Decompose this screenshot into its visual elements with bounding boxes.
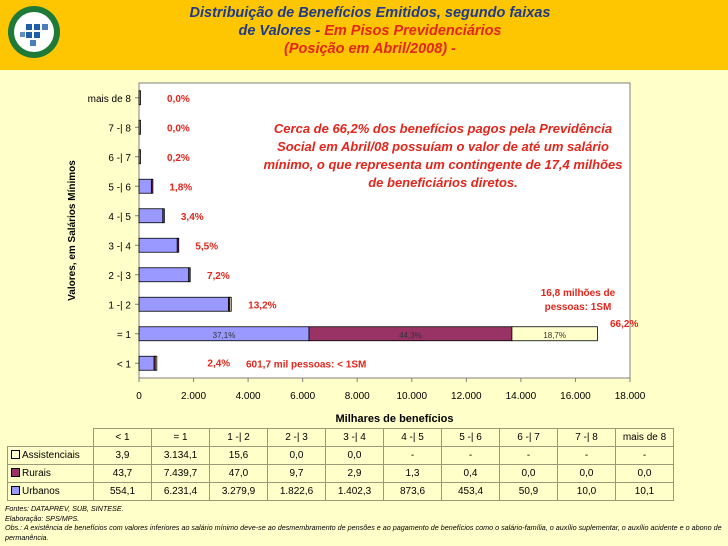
table-row-label bbox=[8, 483, 94, 501]
table-header-cell: mais de 8 bbox=[616, 429, 674, 447]
table-cell: - bbox=[616, 447, 674, 465]
bar-urbanos bbox=[139, 91, 141, 105]
table-cell: 3.134,1 bbox=[152, 447, 210, 465]
bar-rurais bbox=[151, 179, 153, 193]
table-cell: 47,0 bbox=[210, 465, 268, 483]
bar-pct-label: 0,0% bbox=[167, 123, 190, 135]
x-tick-label: 0 bbox=[136, 391, 142, 402]
table-cell: 3.279,9 bbox=[210, 483, 268, 501]
table-row-label bbox=[8, 465, 94, 483]
legend-swatch bbox=[11, 468, 20, 477]
annotation-sm-line2: pessoas: 1SM bbox=[544, 301, 612, 313]
legend-swatch bbox=[11, 486, 20, 495]
table-cell: 10,0 bbox=[558, 483, 616, 501]
y-tick-label: 6 -| 7 bbox=[108, 152, 131, 164]
segment-label: 44,3% bbox=[399, 330, 422, 340]
bar-urbanos bbox=[139, 209, 163, 223]
x-tick-label: 4.000 bbox=[235, 391, 261, 402]
legend-swatch bbox=[11, 450, 20, 459]
segment-label: 37,1% bbox=[212, 330, 236, 340]
table-cell: 1.822,6 bbox=[268, 483, 326, 501]
table-cell: 0,0 bbox=[268, 447, 326, 465]
table-cell: 43,7 bbox=[94, 465, 152, 483]
table-header-cell: 5 -| 6 bbox=[442, 429, 500, 447]
table-cell: 2,9 bbox=[326, 465, 384, 483]
y-tick-label: 5 -| 6 bbox=[108, 182, 131, 194]
data-table bbox=[7, 428, 674, 501]
x-tick-label: 2.000 bbox=[181, 391, 207, 402]
x-axis-label: Milhares de benefícios bbox=[335, 413, 454, 425]
table-corner bbox=[8, 429, 94, 447]
bar-pct-label: 7,2% bbox=[206, 270, 230, 282]
bar-rurais bbox=[189, 268, 191, 282]
bar-pct-label: 2,4% bbox=[207, 358, 231, 370]
annotation-lt1: 601,7 mil pessoas: < 1SM bbox=[246, 359, 367, 371]
table-cell: 0,0 bbox=[326, 447, 384, 465]
table-cell: 15,6 bbox=[210, 447, 268, 465]
table-cell: 0,0 bbox=[500, 465, 558, 483]
x-tick-label: 6.000 bbox=[290, 391, 316, 402]
bar-pct-label: 1,8% bbox=[169, 182, 193, 194]
table-header-cell: = 1 bbox=[152, 429, 210, 447]
legend-label: Urbanos bbox=[22, 486, 60, 497]
bar-urbanos bbox=[139, 179, 151, 193]
callout-text: Cerca de 66,2% dos benefícios pagos pela Previdência Social em Abril/08 possuíam o valor de até um salário mínimo, o que representa um contingente de 17,4 milhões de beneficiários diretos. bbox=[263, 121, 623, 190]
legend-label: Assistenciais bbox=[22, 450, 80, 461]
title-line-3: (Posição em Abril/2008) - bbox=[284, 41, 456, 57]
segment-label: 18,7% bbox=[543, 330, 567, 340]
bar-pct-label: 5,5% bbox=[195, 241, 219, 253]
table-cell: 10,1 bbox=[616, 483, 674, 501]
table-header-cell: < 1 bbox=[94, 429, 152, 447]
bar-assistenciais bbox=[230, 297, 232, 311]
bar-urbanos bbox=[139, 150, 141, 164]
x-tick-label: 16.000 bbox=[560, 391, 591, 402]
table-cell: 9,7 bbox=[268, 465, 326, 483]
bar-pct-label: 0,0% bbox=[167, 93, 190, 105]
table-cell: 0,0 bbox=[558, 465, 616, 483]
table-row bbox=[8, 483, 674, 501]
bar-urbanos bbox=[139, 297, 228, 311]
y-tick-label: 7 -| 8 bbox=[108, 123, 131, 135]
bar-rurais bbox=[177, 238, 179, 252]
footer-observation: Obs.: A existência de benefícios com valores inferiores ao salário mínimo deve-se ao desmembramento de pensões e ao pagamento de benefícios como o salário-família, o auxílio suplementar, o auxílio acidente e o abono de permanência. bbox=[5, 523, 722, 542]
table-header-cell: 1 -| 2 bbox=[210, 429, 268, 447]
table-header-cell: 6 -| 7 bbox=[500, 429, 558, 447]
bar-rurais bbox=[163, 209, 165, 223]
y-tick-label: = 1 bbox=[116, 329, 131, 341]
table-cell: 0,0 bbox=[616, 465, 674, 483]
table-row-label bbox=[8, 447, 94, 465]
table-cell: 1,3 bbox=[384, 465, 442, 483]
y-tick-label: < 1 bbox=[116, 359, 131, 371]
footer-elaboration: Elaboração: SPS/MPS. bbox=[5, 513, 80, 523]
x-tick-label: 18.000 bbox=[614, 391, 646, 402]
table-cell: 453,4 bbox=[442, 483, 500, 501]
table-cell: - bbox=[500, 447, 558, 465]
bar-assistenciais bbox=[155, 356, 157, 370]
x-tick-label: 8.000 bbox=[344, 391, 370, 402]
y-tick-label: 2 -| 3 bbox=[108, 270, 131, 282]
y-tick-label: 4 -| 5 bbox=[108, 211, 131, 223]
legend-label: Rurais bbox=[22, 468, 51, 479]
bar-urbanos bbox=[139, 238, 177, 252]
y-tick-label: 1 -| 2 bbox=[108, 300, 131, 312]
title-line-2b: Em Pisos Previdenciários bbox=[324, 23, 502, 39]
annotation-sm-line1: 16,8 milhões de bbox=[540, 287, 616, 299]
x-tick-label: 10.000 bbox=[396, 391, 428, 402]
bar-pct-label: 3,4% bbox=[180, 211, 204, 223]
title-line-1: Distribuição de Benefícios Emitidos, segundo faixas bbox=[189, 5, 551, 21]
bar-urbanos bbox=[139, 268, 189, 282]
y-tick-label: mais de 8 bbox=[87, 93, 131, 105]
title-line-2a: de Valores - bbox=[238, 23, 325, 39]
table-cell: 6.231,4 bbox=[152, 483, 210, 501]
footer-notes bbox=[5, 504, 723, 542]
table-header-cell: 3 -| 4 bbox=[326, 429, 384, 447]
x-tick-label: 14.000 bbox=[505, 391, 537, 402]
table-header-cell: 2 -| 3 bbox=[268, 429, 326, 447]
table-cell: 873,6 bbox=[384, 483, 442, 501]
table-cell: 7.439,7 bbox=[152, 465, 210, 483]
bar-urbanos bbox=[139, 120, 141, 134]
bar-pct-label: 0,2% bbox=[167, 152, 190, 164]
table-cell: 0,4 bbox=[442, 465, 500, 483]
table-header-cell: 7 -| 8 bbox=[558, 429, 616, 447]
table-header-cell: 4 -| 5 bbox=[384, 429, 442, 447]
table-cell: 50,9 bbox=[500, 483, 558, 501]
table-header-row bbox=[8, 429, 674, 447]
bar-pct-label: 13,2% bbox=[248, 300, 277, 312]
footer-sources: Fontes: DATAPREV, SUB, SINTESE. bbox=[5, 504, 124, 513]
y-tick-label: 3 -| 4 bbox=[108, 241, 131, 253]
table-cell: 3,9 bbox=[94, 447, 152, 465]
table-cell: - bbox=[442, 447, 500, 465]
table-row bbox=[8, 447, 674, 465]
table-cell: 1.402,3 bbox=[326, 483, 384, 501]
table-cell: - bbox=[384, 447, 442, 465]
table-row bbox=[8, 465, 674, 483]
table-cell: - bbox=[558, 447, 616, 465]
x-tick-label: 12.000 bbox=[451, 391, 482, 402]
bar-urbanos bbox=[139, 356, 154, 370]
table-cell: 554,1 bbox=[94, 483, 152, 501]
y-axis-label: Valores, em Salários Mínimos bbox=[67, 160, 78, 301]
annotation-sm-pct: 66,2% bbox=[610, 318, 639, 330]
